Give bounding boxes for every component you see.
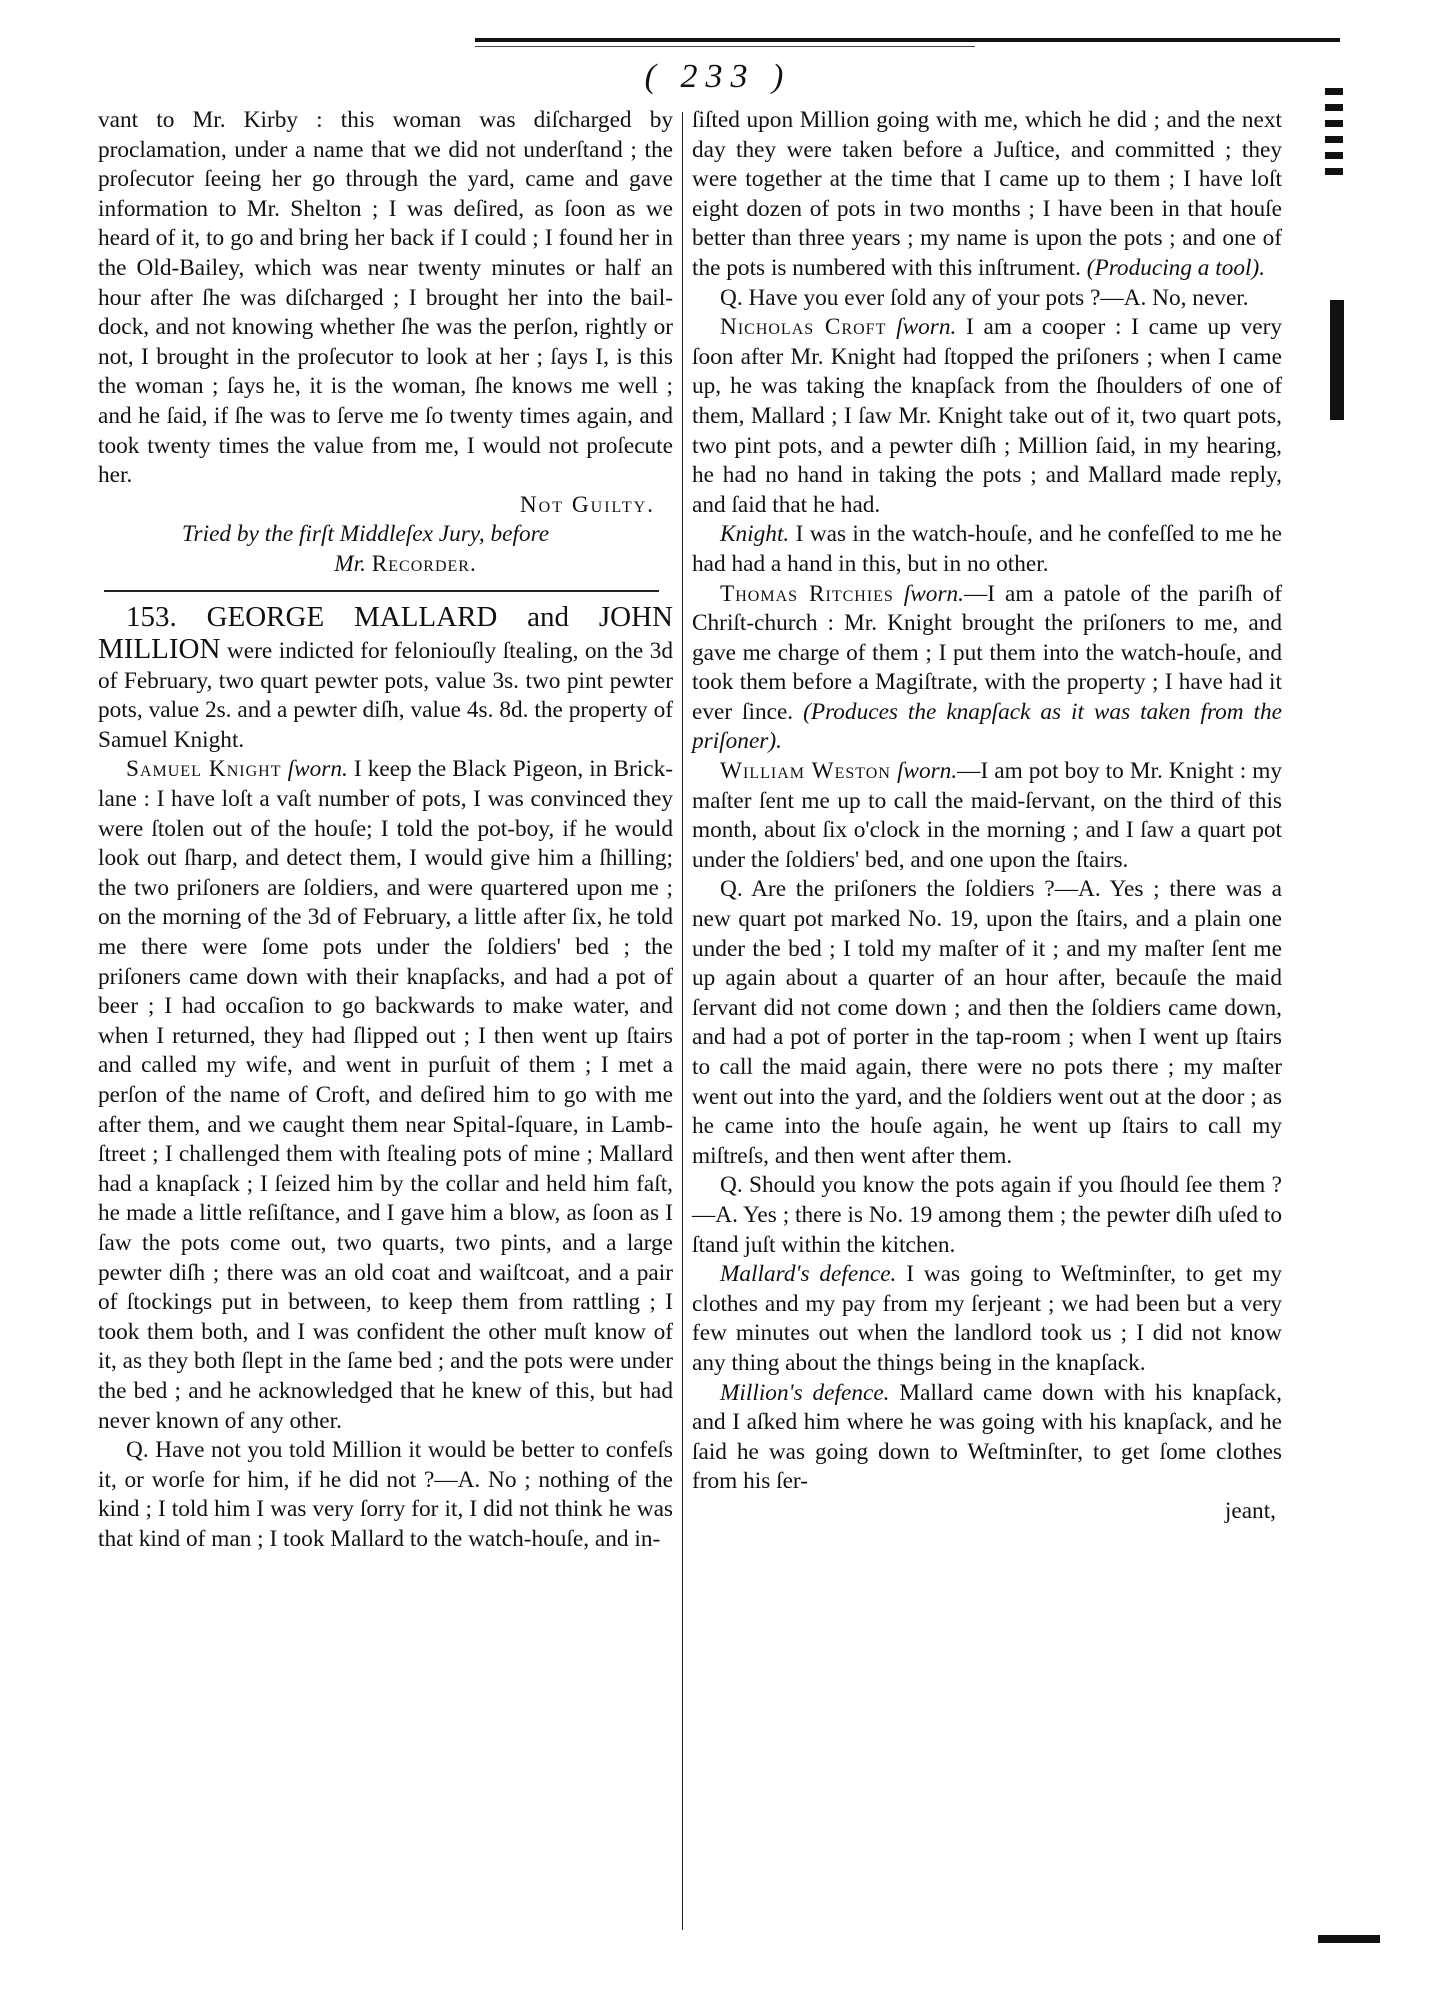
catchword: jeant, — [1224, 1497, 1276, 1524]
sworn-weston: ſworn. — [896, 758, 958, 785]
million-defence-text: Mallard came down with his knapſack, and I aſked him where he was going with his knapſack, and he ſaid he was going down to Weſtminſter, to get ſome clothes from his ſer- — [692, 1379, 1283, 1495]
sworn-knight: ſworn. — [287, 756, 348, 783]
question-soldiers: Q. Are the priſoners the ſoldiers ?—A. Yes ; there was a new quart pot marked No. 19, upon the ſtairs, and a plain one under the bed ; I told my maſter of it ; and my maſter ſent me up again about a quarter of an hour after, becauſe the maid ſervant did not come down ; and then the ſoldiers came down, and had a pot of porter in the tap-room ; when I went up ſtairs to call the maid again, there were no pots there ; my maſter went out into the yard, and the ſoldiers went out at the door ; as he came into the houſe again, he went up ſtairs to call my miſtreſs, and then went after them. — [692, 876, 1282, 1169]
tried-line-1: Tried by the firſt Middleſex Jury, before — [181, 521, 550, 548]
tried-recorder: Recorder. — [371, 550, 477, 577]
weston-testimony-text: —I am pot boy to Mr. Knight : my maſter ſent me up to call the maid-ſervant, on the third of this month, about ſix o'clock in the morning ; and I ſaw a quart pot under the ſoldiers' bed, and one upon the ſtairs. — [692, 758, 1282, 873]
sworn-croft: ſworn. — [896, 314, 957, 341]
witness-name-croft: Nicholas Croft — [720, 314, 887, 341]
header-rule-thin — [475, 46, 975, 47]
page-number: ( 233 ) — [644, 58, 792, 95]
question-know-pots: Q. Should you know the pots again if you ſhould ſee them ?—A. Yes ; there is No. 19 among them ; the pewter diſh uſed to ſtand juſt within the kitchen. — [692, 1172, 1282, 1258]
case-indictment — [98, 602, 673, 756]
witness-name-knight: Samuel Knight — [126, 756, 282, 783]
mallard-defence — [692, 1260, 1282, 1378]
knight-testimony-text: I keep the Black Pigeon, in Brick-lane : I have loſt a vaſt number of pots, I was convinced they were ſtolen out of the houſe; I told the pot-boy, if he would look out ſharp, and detect them, I would give him a ſhilling; the two priſoners are ſoldiers, and were quartered upon me ; on the morning of the 3d of February, a little after ſix, he told me there were ſome pots under the ſoldiers' bed ; the priſoners came down with their knapſacks, and had a pot of beer ; I had occaſion to go backwards to make water, and when I returned, they had ſlipped out ; I then went up ſtairs and called my wife, and went in purſuit of them ; I met a perſon of the name of Croft, and deſired him to go with me after them, and we caught them near Spital-ſquare, in Lamb-ſtreet ; I challenged them with ſtealing pots of mine ; Mallard had a knapſack ; I ſeized him by the collar and held him faſt, he made a little reſiſtance, and I gave him a blow, as ſoon as I ſaw the pots come out, two quarts, two pints, and a large pewter diſh ; there was an old coat and waiſtcoat, and a pair of ſtockings put in between, to keep them from rattling ; I took them both, and I was confident the other muſt know of it, as they both ſlept in the ſame bed ; and the pots were under the bed ; and he acknowledged that he knew of this, but had never known of any other. — [98, 756, 674, 1434]
header-rule — [475, 38, 1340, 42]
question-sold-pots: Q. Have you ever ſold any of your pots ?—A. No, never. — [720, 284, 1249, 311]
knight-testimony — [98, 755, 673, 1436]
verdict: Not Guilty. — [519, 491, 655, 518]
knight-statement-text: I was in the watch-houſe, and he confeſſed to me he had had a hand in this, but in no other. — [692, 521, 1282, 577]
witness-name-ritchies: Thomas Ritchies — [720, 580, 894, 607]
sworn-ritchies: ſworn. — [903, 580, 964, 607]
case-heading: 153. GEORGE MALLARD and JOHN MILLION — [98, 600, 673, 666]
ritchies-testimony — [692, 580, 1282, 758]
weston-testimony — [692, 757, 1282, 875]
producing-tool-note: (Producing a tool). — [1086, 254, 1266, 281]
knight-statement — [692, 520, 1282, 579]
witness-name-weston: William Weston — [720, 758, 891, 785]
bottom-bar — [1318, 1935, 1380, 1943]
tried-mr: Mr. — [334, 550, 366, 577]
right-paragraph-1 — [692, 106, 1282, 284]
croft-testimony — [692, 313, 1282, 520]
million-defence — [692, 1379, 1282, 1497]
right-column — [692, 106, 1282, 1527]
left-paragraph-1: vant to Mr. Kirby : this woman was diſcharged by proclamation, under a name that we did not underſtand ; the proſecutor ſeeing her go through the yard, came and gave information to Mr. Shelton ; I was deſired, as ſoon as we heard of it, to go and bring her back if I could ; I found her in the Old-Bailey, which was near twenty minutes or half an hour after ſhe was diſcharged ; I brought her into the bail-dock, and not knowing whether ſhe was the perſon, rightly or not, I brought in the proſecutor to look at her ; ſays I, is this the woman ; ſays he, it is the woman, ſhe knows me well ; and he ſaid, if ſhe was to ſerve me ſo twenty times again, and took twenty times the value from me, I would not proſecute her. — [98, 107, 673, 489]
mallard-defence-text: I was going to Weſtminſter, to get my clothes and my pay from my ſerjeant ; we had been but a very few minutes out when the landlord took us ; I did not know any thing about the things being in the knapſack. — [692, 1261, 1282, 1376]
column-divider — [682, 112, 683, 1930]
croft-testimony-text: I am a cooper : I came up very ſoon after Mr. Knight had ſtopped the priſoners ; when I came up, he was taking the knapſack from the ſhoulders of one of them, Mallard ; I ſaw Mr. Knight take out of it, two quart pots, two pint pots, and a pewter diſh ; Million ſaid, in my hearing, he had no hand in taking the pots ; and Mallard made reply, and ſaid that he had. — [692, 314, 1282, 518]
left-column — [98, 106, 673, 1555]
speaker-knight: Knight. — [720, 521, 790, 548]
knapsack-note: (Produces the knapſack as it was taken from the priſoner). — [692, 698, 1283, 755]
tried-line-2 — [98, 550, 673, 580]
margin-marks — [1325, 88, 1355, 184]
mallard-defence-label: Mallard's defence. — [720, 1261, 897, 1288]
indictment-text: were indicted for feloniouſly ſtealing, on the 3d of February, two quart pewter pots, value 3s. two pint pewter pots, value 2s. and a pewter diſh, value 4s. 8d. the property of Samuel Knight. — [98, 638, 673, 753]
continued-testimony: ſiſted upon Million going with me, which he did ; and the next day they were taken before a Juſtice, and committed ; they were together at the time that I came up to them ; I have loſt eight dozen of pots in two months ; I have been in that houſe better than three years ; my name is upon the pots ; and one of the pots is numbered with this inſtrument. — [692, 107, 1282, 281]
case-divider — [104, 590, 659, 592]
question-million: Q. Have not you told Million it would be better to confeſs it, or worſe for him, if he did not ?—A. No ; nothing of the kind ; I told him I was very ſorry for it, I did not think he was that kind of man ; I took Mallard to the watch-houſe, and in- — [98, 1437, 673, 1552]
million-defence-label: Million's defence. — [720, 1379, 890, 1406]
ritchies-testimony-text: —I am a patole of the pariſh of Chriſt-church : Mr. Knight brought the priſoners to me, and gave me charge of them ; I put them into the watch-houſe, and took them before a Magiſtrate, with the property ; I have had it ever ſince. — [692, 580, 1283, 725]
margin-bar — [1330, 300, 1344, 420]
